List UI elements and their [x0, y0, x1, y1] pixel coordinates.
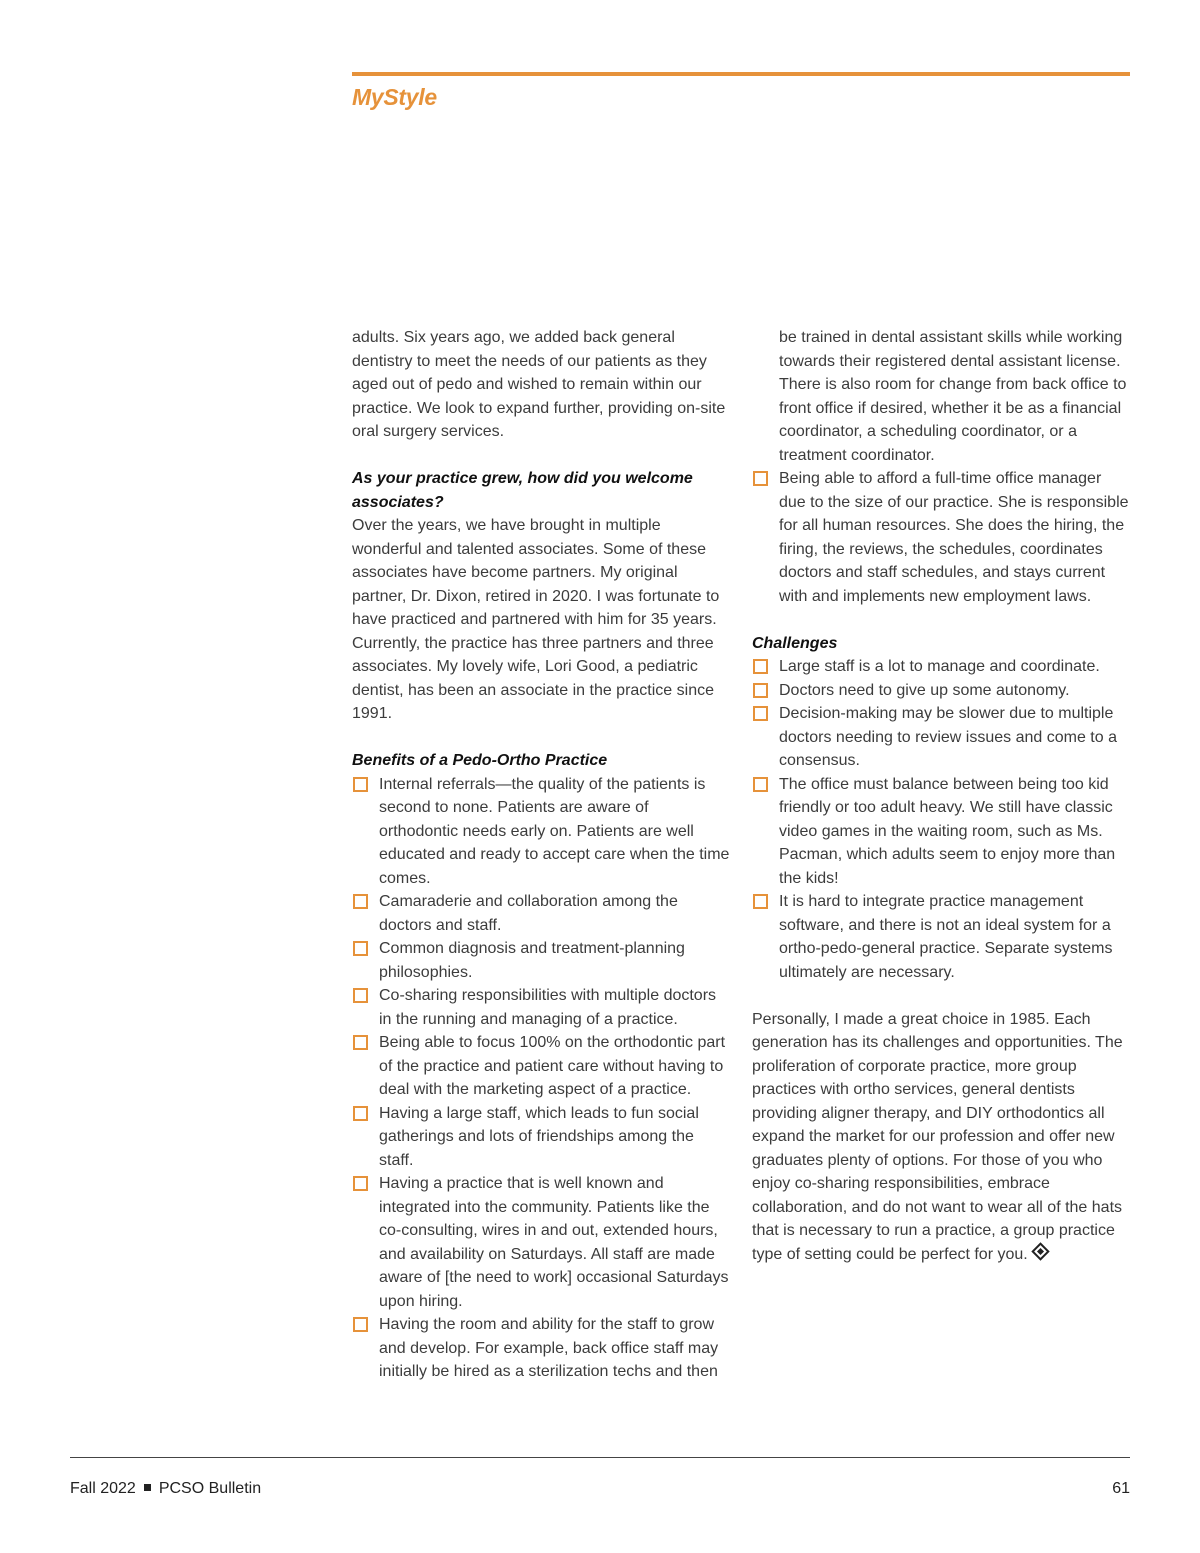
closing-paragraph: Personally, I made a great choice in 1985. Each generation has its challenges and opportunities. The proliferation of corporate practice, more group practices with ortho services, general dentists providing aligner therapy, and DIY orthodontics all expand the market for our profession and offer new graduates plenty of options. For those of you who enjoy co-sharing responsibilities, embrace collaboration, and do not want to wear all of the hats that is necessary to run a practice, a group practice type of setting could be perfect for you.: [752, 1010, 1123, 1263]
page-number: 61: [1112, 1480, 1130, 1497]
checkbox-icon: [353, 777, 368, 792]
interview-question: As your practice grew, how did you welcome associates?: [352, 470, 693, 511]
checkbox-icon: [353, 1106, 368, 1121]
benefits-list-continued: [752, 467, 1132, 608]
checkbox-icon: [353, 894, 368, 909]
list-item: Large staff is a lot to manage and coordinate.: [752, 655, 1132, 679]
square-bullet-icon: [144, 1484, 151, 1491]
list-item: Having a practice that is well known and integrated into the community. Patients like the co-consulting, wires in and out, extended hours, and availability on Saturdays. All staff are made aware of [the need to work] occasional Saturdays upon hiring.: [352, 1172, 732, 1313]
footer-issue: [70, 1480, 261, 1498]
list-item: Having a large staff, which leads to fun social gatherings and lots of friendships among the staff.: [352, 1102, 732, 1173]
list-item: Doctors need to give up some autonomy.: [752, 679, 1132, 703]
answer-paragraph: Over the years, we have brought in multiple wonderful and talented associates. Some of these associates have become partners. My original partner, Dr. Dixon, retired in 2020. I was fortunate to have practiced and partnered with him for 35 years. Currently, the practice has three partners and three associates. My lovely wife, Lori Good, a pediatric dentist, has been an associate in the practice since 1991.: [352, 517, 720, 722]
continuation-paragraph: be trained in dental assistant skills while working towards their registered dental assistant license. There is also room for change from back office to front office if desired, whether it be as a financial coordinator, a scheduling coordinator, or a treatment coordinator.: [779, 329, 1127, 464]
list-item: Being able to afford a full-time office manager due to the size of our practice. She is responsible for all human resources. She does the hiring, the firing, the reviews, the schedules, coordinates doctors and staff schedules, and stays current with and implements new employment laws.: [752, 467, 1132, 608]
list-item: Being able to focus 100% on the orthodontic part of the practice and patient care without having to deal with the marketing aspect of a practice.: [352, 1031, 732, 1102]
checkbox-icon: [753, 683, 768, 698]
right-column: [752, 326, 1132, 1266]
list-item: Having the room and ability for the staff to grow and develop. For example, back office staff may initially be hired as a sterilization techs and then: [352, 1313, 732, 1384]
footer-rule: [70, 1457, 1130, 1458]
checkbox-icon: [753, 471, 768, 486]
checkbox-icon: [353, 988, 368, 1003]
list-item: Internal referrals—the quality of the patients is second to none. Patients are aware of orthodontic needs early on. Patients are well educated and ready to accept care when the time comes.: [352, 773, 732, 891]
checkbox-icon: [753, 706, 768, 721]
checkbox-icon: [353, 1176, 368, 1191]
section-title: MyStyle: [352, 84, 437, 110]
checkbox-icon: [353, 1035, 368, 1050]
challenges-heading: Challenges: [752, 634, 838, 652]
list-item: The office must balance between being too kid friendly or too adult heavy. We still have classic video games in the waiting room, such as Ms. Pacman, which adults seem to enjoy more than the kids!: [752, 773, 1132, 891]
list-item: Co-sharing responsibilities with multiple doctors in the running and managing of a practice.: [352, 984, 732, 1031]
checkbox-icon: [353, 941, 368, 956]
footer-publication: PCSO Bulletin: [158, 1480, 262, 1497]
list-item: Camaraderie and collaboration among the doctors and staff.: [352, 890, 732, 937]
benefits-list: [352, 773, 732, 1384]
top-rule: [352, 72, 1130, 76]
checkbox-icon: [753, 659, 768, 674]
list-item: Common diagnosis and treatment-planning philosophies.: [352, 937, 732, 984]
checkbox-icon: [753, 777, 768, 792]
list-item: Decision-making may be slower due to multiple doctors needing to review issues and come to a consensus.: [752, 702, 1132, 773]
benefits-heading: Benefits of a Pedo-Ortho Practice: [352, 752, 608, 769]
footer-issue-date: Fall 2022: [70, 1480, 136, 1497]
challenges-list: [752, 655, 1132, 984]
intro-paragraph: adults. Six years ago, we added back general dentistry to meet the needs of our patients as they aged out of pedo and wished to remain within our practice. We look to expand further, providing on-site oral surgery services.: [352, 329, 726, 440]
checkbox-icon: [353, 1317, 368, 1332]
end-of-article-icon: [1031, 1242, 1049, 1260]
left-column: [352, 326, 732, 1384]
checkbox-icon: [753, 894, 768, 909]
list-item: It is hard to integrate practice management software, and there is not an ideal system for a ortho-pedo-general practice. Separate systems ultimately are necessary.: [752, 890, 1132, 984]
